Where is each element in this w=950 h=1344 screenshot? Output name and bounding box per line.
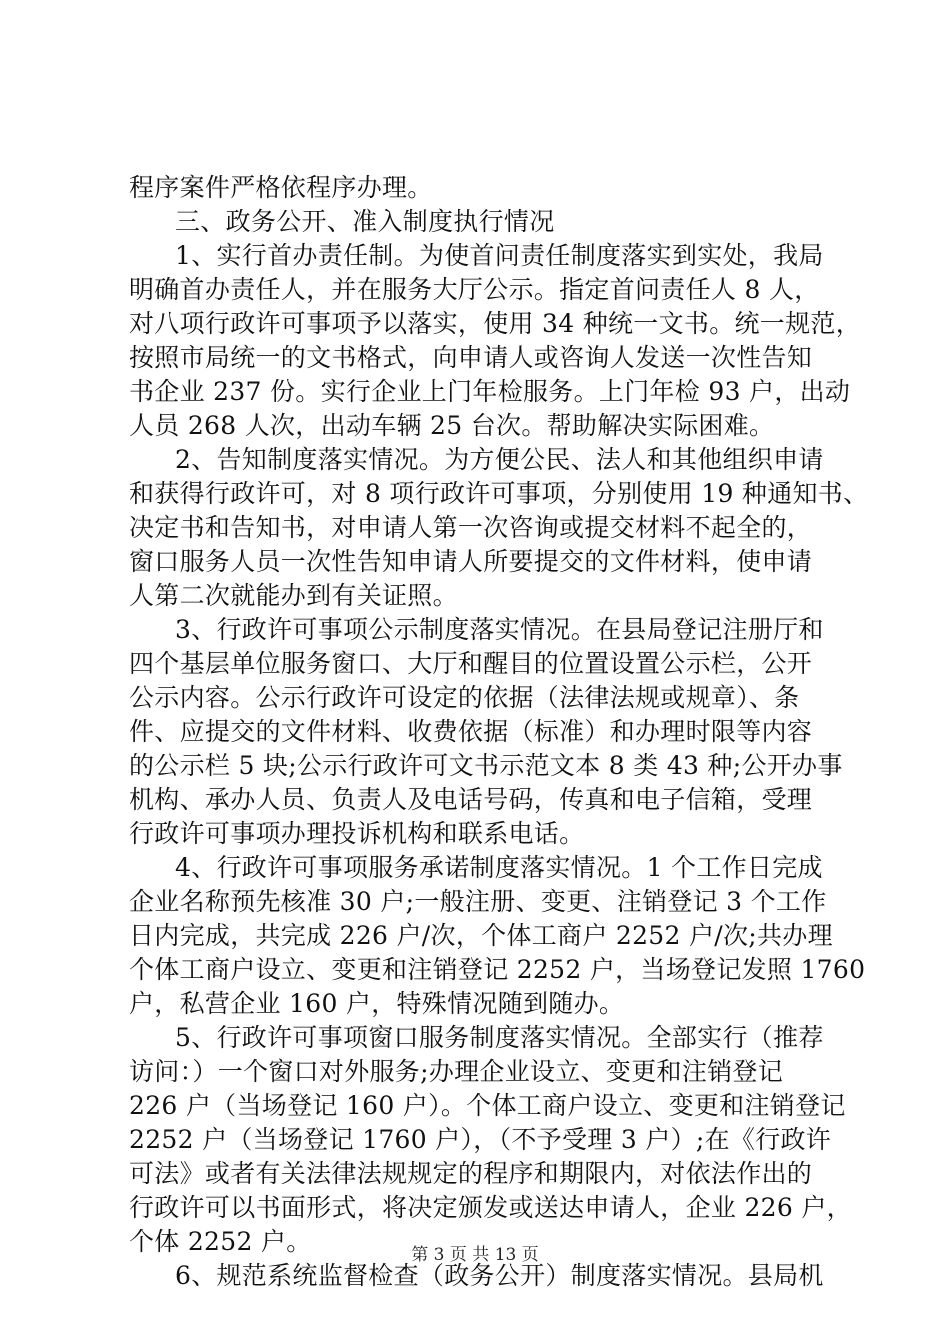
text-line: 的公示栏 5 块;公示行政许可文书示范文本 8 类 43 种;公开办事: [129, 751, 843, 780]
text-line: 户，私营企业 160 户，特殊情况随到随办。: [129, 989, 625, 1018]
text-line: 2252 户（当场登记 1760 户），（不予受理 3 户）;在《行政许: [129, 1125, 832, 1154]
text-line: 访问：）一个窗口对外服务;办理企业设立、变更和注销登记: [129, 1057, 784, 1086]
text-line: 行政许可事项办理投诉机构和联系电话。: [129, 819, 585, 848]
text-line: 个体工商户设立、变更和注销登记 2252 户，当场登记发照 1760: [129, 955, 866, 984]
page-footer: 第 3 页 共 13 页: [411, 1245, 539, 1265]
text-line: 5、行政许可事项窗口服务制度落实情况。全部实行（推荐: [175, 1023, 824, 1052]
text-line: 3、行政许可事项公示制度落实情况。在县局登记注册厅和: [175, 615, 824, 644]
document-body: [129, 171, 869, 1293]
text-line: 行政许可以书面形式，将决定颁发或送达申请人，企业 226 户，: [129, 1193, 852, 1222]
text-line: 企业名称预先核准 30 户;一般注册、变更、注销登记 3 个工作: [129, 887, 827, 916]
text-line: 对八项行政许可事项予以落实，使用 34 种统一文书。统一规范，: [129, 309, 862, 338]
text-line: 书企业 237 份。实行企业上门年检服务。上门年检 93 户，出动: [129, 377, 851, 406]
text-line: 决定书和告知书，对申请人第一次咨询或提交材料不起全的，: [129, 513, 813, 542]
text-line: 226 户（当场登记 160 户）。个体工商户设立、变更和注销登记: [129, 1091, 846, 1120]
text-line: 6、规范系统监督检查（政务公开）制度落实情况。县局机: [175, 1261, 824, 1290]
text-line: 2、告知制度落实情况。为方便公民、法人和其他组织申请: [175, 445, 824, 474]
text-line: 按照市局统一的文书格式，向申请人或咨询人发送一次性告知: [129, 343, 813, 372]
text-line: 个体 2252 户。: [129, 1227, 312, 1256]
text-line: 四个基层单位服务窗口、大厅和醒目的位置设置公示栏，公开: [129, 649, 813, 678]
text-line: 窗口服务人员一次性告知申请人所要提交的文件材料，使申请: [129, 547, 813, 576]
text-line: 人员 268 人次，出动车辆 25 台次。帮助解决实际困难。: [129, 411, 775, 440]
text-line: 三、政务公开、准入制度执行情况: [175, 207, 555, 236]
text-line: 可法》或者有关法律法规规定的程序和期限内，对依法作出的: [129, 1159, 813, 1188]
text-line: 4、行政许可事项服务承诺制度落实情况。1 个工作日完成: [175, 853, 823, 882]
text-line: 1、实行首办责任制。为使首问责任制度落实到实处，我局: [175, 241, 824, 270]
text-line: 公示内容。公示行政许可设定的依据（法律法规或规章）、条: [129, 683, 800, 712]
text-line: 件、应提交的文件材料、收费依据（标准）和办理时限等内容: [129, 717, 813, 746]
text-line: 明确首办责任人，并在服务大厅公示。指定首问责任人 8 人，: [129, 275, 820, 304]
text-line: 和获得行政许可，对 8 项行政许可事项，分别使用 19 种通知书、: [129, 479, 869, 508]
text-line: 日内完成，共完成 226 户/次，个体工商户 2252 户/次;共办理: [129, 921, 833, 950]
text-line: 人第二次就能办到有关证照。: [129, 581, 458, 610]
text-line: 程序案件严格依程序办理。: [129, 173, 433, 202]
text-line: 机构、承办人员、负责人及电话号码，传真和电子信箱，受理: [129, 785, 813, 814]
